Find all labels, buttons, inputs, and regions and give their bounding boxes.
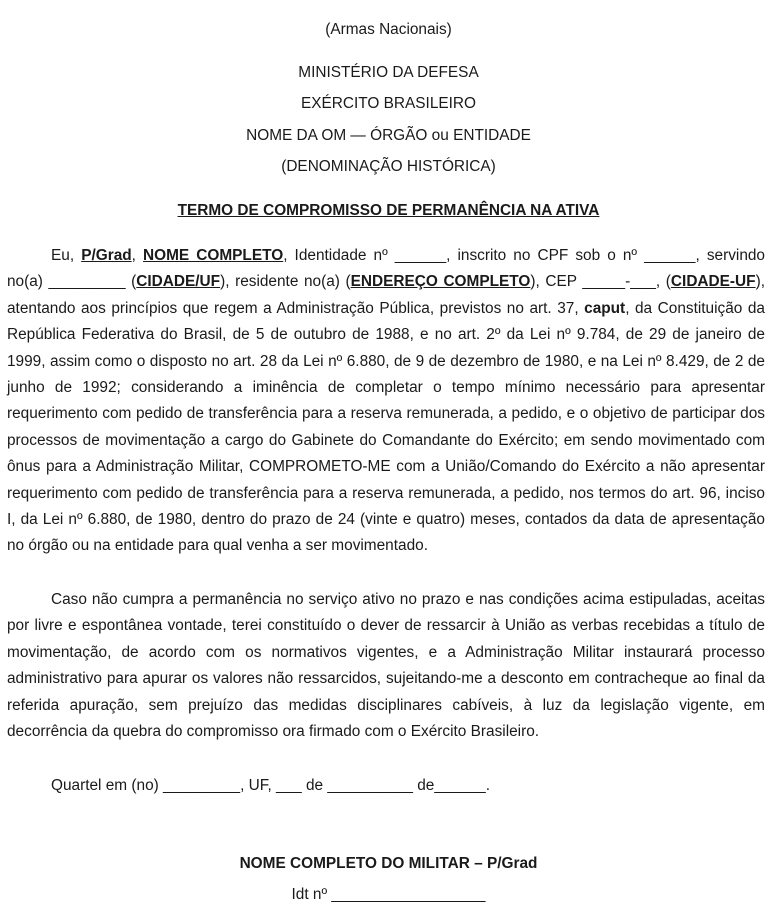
address-field: ENDEREÇO COMPLETO (350, 273, 531, 291)
ministry-heading: MINISTÉRIO DA DEFESA (298, 64, 479, 81)
city-state-field-2: CIDADE-UF (670, 273, 756, 291)
p1-text-3: , Identidade nº ______, inscrito no CPF sob o nº ______, servindo no(a) _________ ( (7, 247, 765, 291)
army-heading: EXÉRCITO BRASILEIRO (300, 95, 477, 112)
full-name-field: NOME COMPLETO (143, 247, 284, 264)
p1-text-7: , da Constituição da República Federativa do Brasil, de 5 de outubro de 1988, e no art. 2º da Lei nº 9.784, de 29 de janeiro de 1999, assim como o disposto no art. 28 da Lei nº 6.880, de 9 de dezembro de 1980, e na Lei nº 8.429, de 2 de junho de 1992; considerando a iminência de completar o tempo mínimo necessário para apresentar requerimento com pedido de transferência para a reserva remunerada, a pedido, e o objetivo de participar dos processos de movimentação a cargo do Gabinete do Comandante do Exército; em sendo movimentado com ônus para a Administração Militar, COMPROMETO-ME com a União/Comando do Exército a não apresentar requerimento com pedido de transferência para a reserva remunerada, a pedido, nos termos do art. 96, inciso I, da Lei nº 6.880, de 1980, dentro do prazo de 24 (vinte e quatro) meses, contados da data de apresentação no órgão ou na entidade para qual venha a ser movimentado. (7, 299, 765, 555)
p1-text-1: Eu, (51, 247, 82, 264)
paragraph-commitment (7, 243, 765, 560)
p1-text-5: ), CEP _____-___, ( (530, 273, 671, 291)
paragraph-penalty (7, 587, 765, 745)
arms-placeholder: (Armas Nacionais) (325, 21, 452, 38)
signature-idt: Idt nº __________________ (291, 886, 486, 903)
p1-text-6: ), atentando aos princípios que regem a Administração Pública, previstos no art. 37, (7, 273, 765, 317)
signature-name: NOME COMPLETO DO MILITAR – P/Grad (239, 855, 538, 872)
pgrad-field: P/Grad (81, 247, 132, 264)
city-state-field: CIDADE/UF (136, 273, 221, 291)
document-title: TERMO DE COMPROMISSO DE PERMANÊNCIA NA ATIVA (177, 202, 600, 219)
paragraph-1 (7, 243, 765, 560)
place-date-line: Quartel em (no) _________, UF, ___ de __________ de______. (51, 777, 490, 794)
p1-text-4: ), residente no(a) ( (220, 273, 351, 291)
historical-name: (DENOMINAÇÃO HISTÓRICA) (281, 158, 496, 175)
p1-text-2: , (131, 247, 144, 264)
caput-term: caput (584, 299, 626, 317)
paragraph-2: Caso não cumpra a permanência no serviço ativo no prazo e nas condições acima estipuladas, aceitas por livre e espontânea vontade, terei constituído o dever de ressarcir à União as verbas recebidas a título de movimentação, de acordo com os normativos vigentes, e a Administração Militar instaurará processo administrativo para apurar os valores não ressarcidos, sujeitando-me a desconto em contracheque ao final da referida apuração, sem prejuízo das medidas disciplinares cabíveis, à luz da legislação vigente, em decorrência da quebra do compromisso ora firmado com o Exército Brasileiro. (7, 591, 765, 741)
om-heading: NOME DA OM — ÓRGÃO ou ENTIDADE (246, 127, 531, 144)
